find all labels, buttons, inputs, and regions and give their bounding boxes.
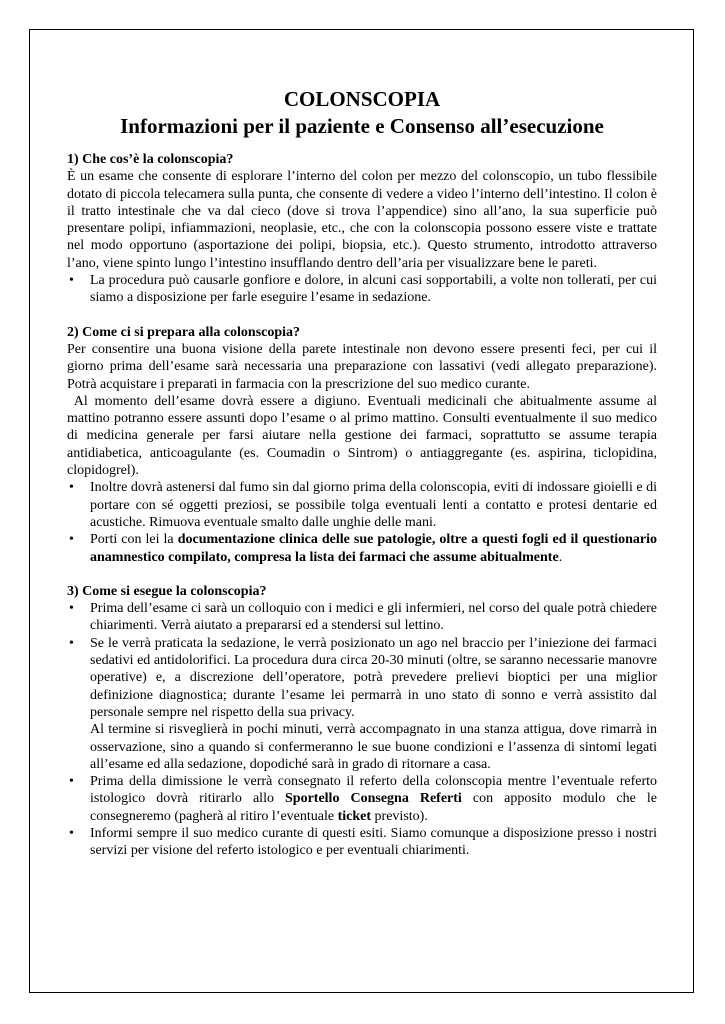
bullet-icon: •: [69, 774, 74, 790]
list-item-text-prefix: Porti con lei la: [90, 532, 178, 548]
sportello-consegna-referti: Sportello Consegna Referti: [285, 791, 462, 807]
section-3-bullet-list: [67, 600, 657, 859]
list-item-text: Prima dell’esame ci sarà un colloquio con i medici e gli infermieri, nel corso del quale potrà chiedere chiarimenti. Verrà aiutato a prepararsi ed a stendersi sul lettino.: [90, 601, 657, 634]
list-item: [67, 479, 657, 531]
section-3: [67, 583, 657, 860]
document-title: COLONSCOPIA: [283, 87, 441, 111]
list-item-text: La procedura può causarle gonfiore e dolore, in alcuni casi sopportabili, a volte non tollerati, per cui siamo a disposizione per farle eseguire l’esame in sedazione.: [90, 273, 657, 306]
section-2-paragraph-2: Al momento dell’esame dovrà essere a digiuno. Eventuali medicinali che abitualmente assume al mattino potranno essere assunti dopo l’esame o al primo mattino. Consulti eventualmente il suo medico di medicina generale per farsi aiutare nella gestione dei farmaci, soprattutto se assume terapia antidiabetica, anticoagulante (es. Coumadin o Sintrom) o antiaggregante (es. aspirina, ticlopidina, clopidogrel).: [67, 393, 661, 479]
list-item-text: Inoltre dovrà astenersi dal fumo sin dal giorno prima della colonscopia, eviti di indossare gioielli e di portare con sé oggetti preziosi, se possibile tolga eventuali lenti a contatto e protesi dentarie ed acustiche. Rimuova eventuale smalto dalle unghie delle mani.: [90, 480, 657, 530]
list-item: [67, 773, 657, 825]
list-item-text-suffix: .: [558, 549, 563, 565]
list-item-text-prefix: Prima della dimissione le verrà consegnato il referto della colonscopia mentre l’eventuale referto istologico dovrà ritirarlo allo: [90, 774, 657, 807]
list-item-text-bold: documentazione clinica delle sue patologie, oltre a questi fogli ed il questionario anamnestico compilato, compresa la lista dei farmaci che assume abitualmente: [90, 532, 658, 565]
bullet-icon: •: [69, 635, 74, 651]
section-1-heading: 1) Che cos’è la colonscopia?: [67, 152, 234, 167]
list-item: [67, 600, 657, 635]
list-item: [67, 272, 657, 307]
document-body: [67, 86, 661, 860]
list-item: [67, 635, 657, 773]
bullet-icon: •: [69, 273, 74, 289]
section-1: [67, 151, 657, 307]
section-3-heading: 3) Come si esegue la colonscopia?: [67, 583, 267, 599]
list-item-text-continued: Al termine si risveglierà in pochi minuti, verrà accompagnato in una stanza attigua, dove rimarrà in osservazione, sino a quando si confermeranno le sue buone condizioni e l’assenza di sintomi legati all’esame ed alla sedazione, dopodiché sarà in grado di ritornare a casa.: [90, 722, 657, 772]
section-2-heading: 2) Come ci si prepara alla colonscopia?: [67, 324, 301, 340]
ticket-label: ticket: [337, 808, 372, 824]
section-2-bullet-list: [67, 479, 657, 565]
list-item-text: Se le verrà praticata la sedazione, le verrà posizionato un ago nel braccio per l’iniezione dei farmaci sedativi ed antidolorifici. La procedura dura circa 20-30 minuti (oltre, se saranno necessarie manovre operative) e, a discrezione dell’operatore, potrà prevedere prelievi bioptici per una miglior definizione diagnostica; durante l’esame lei permarrà in uno stato di sonno e verrà assistito dal personale sempre nel rispetto della sua privacy.: [90, 635, 657, 720]
list-item-text-suffix: previsto).: [371, 808, 428, 824]
list-item-text: Informi sempre il suo medico curante di questi esiti. Siamo comunque a disposizione presso i nostri servizi per visione del referto istologico e per eventuali chiarimenti.: [90, 825, 657, 859]
bullet-icon: •: [69, 601, 74, 617]
bullet-icon: •: [69, 532, 74, 548]
section-2-paragraph-1: Per consentire una buona visione della parete intestinale non devono essere presenti feci, per cui il giorno prima dell’esame sarà necessaria una preparazione con lassativi (vedi allegato preparazione). Potrà acquistare i preparati in farmacia con la prescrizione del suo medico curante.: [67, 341, 657, 392]
bullet-icon: •: [69, 825, 74, 841]
section-1-paragraph: È un esame che consente di esplorare l’interno del colon per mezzo del colonscopio, un tubo flessibile dotato di piccola telecamera sulla punta, che consente di vedere a video l’interno dell’intestino. Il colon è il tratto intestinale che va dal cieco (dove si trova l’appendice) sino all’ano, la sua superficie può presentare polipi, infiammazioni, neoplasie, etc., che con la colonscopia possono essere viste e trattate nel modo opportuno (asportazione dei polipi, biopsia, etc.). Questo strumento, introdotto attraverso l’ano, viene spinto lungo l’intestino insufflando dentro dell’aria per visualizzare bene le pareti.: [67, 169, 657, 271]
list-item: [67, 531, 657, 566]
bullet-icon: •: [69, 480, 74, 496]
section-1-bullet-list: [67, 272, 657, 307]
list-item-text-mid: con apposito modulo che le consegneremo (pagherà al ritiro l’eventuale: [90, 791, 657, 824]
list-item: [67, 825, 657, 860]
document-subtitle: Informazioni per il paziente e Consenso all’esecuzione: [120, 114, 604, 138]
section-2: [67, 324, 661, 566]
